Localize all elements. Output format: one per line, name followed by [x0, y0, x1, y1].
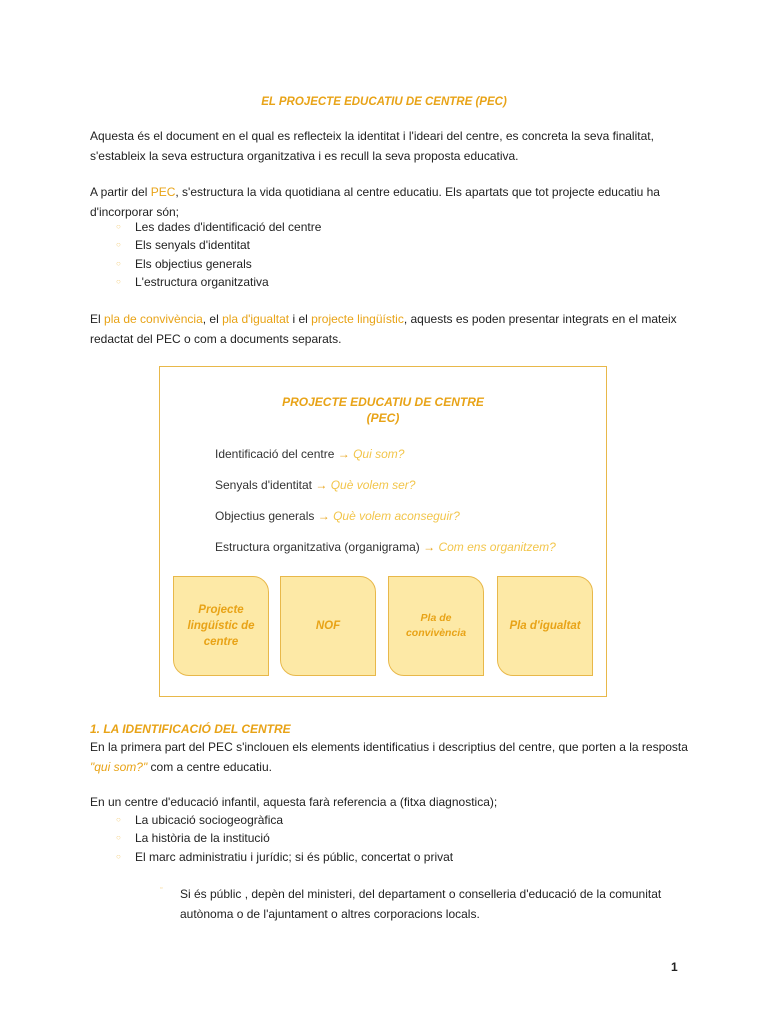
pec-text-after: , s'estructura la vida quotidiana al centre educatiu. Els apartats que tot projecte educatiu ha d'incorporar són;	[90, 185, 660, 219]
qui-som-quote: "qui som?"	[90, 759, 148, 774]
circle-bullet-icon: ○	[116, 815, 121, 824]
list-item: ○ La ubicació sociogeogràfica	[116, 811, 453, 829]
right-arrow-icon: →	[315, 478, 328, 492]
page-number: 1	[671, 960, 678, 974]
card-projecte-linguistic: Projecte lingüístic de centre	[173, 576, 269, 676]
diagram-title: PROJECTE EDUCATIU DE CENTRE (PEC)	[282, 395, 484, 425]
circle-bullet-icon: ○	[116, 258, 121, 268]
card-pla-convivencia: Pla de convivència	[388, 576, 484, 676]
square-bullet-icon: ▫	[160, 885, 163, 892]
public-subpoint: Si és públic , depèn del ministeri, del departament o conselleria d'educació de la comunitat autònoma o de l'ajuntament o altres corporacions locals.	[180, 887, 662, 921]
pec-paragraph	[90, 183, 690, 222]
pla-convivencia-link[interactable]: pla de convivència	[104, 312, 203, 326]
diagram-row: Senyals d'identitat → Què volem ser?	[215, 478, 416, 492]
pla-igualtat-link[interactable]: pla d'igualtat	[222, 312, 290, 326]
diagram-row: Identificació del centre → Qui som?	[215, 447, 405, 461]
list-item: ○ El marc administratiu i jurídic; si és públic, concertat o privat	[116, 848, 453, 866]
plans-paragraph: El pla de convivència, el pla d'igualtat i el projecte lingüístic, aquests es poden presentar integrats en el mateix redactat del PEC o com a documents separats.	[90, 312, 677, 346]
card-nof: NOF	[280, 576, 376, 676]
circle-bullet-icon: ○	[116, 222, 121, 231]
circle-bullet-icon: ○	[116, 276, 121, 286]
document-title: EL PROJECTE EDUCATIU DE CENTRE (PEC)	[261, 96, 507, 108]
infantil-paragraph: En un centre d'educació infantil, aquesta farà referencia a (fitxa diagnostica);	[90, 795, 498, 809]
pec-link[interactable]: PEC	[150, 185, 176, 199]
card-pla-igualtat: Pla d'igualtat	[497, 576, 593, 676]
section-heading: 1. LA IDENTIFICACIÓ DEL CENTRE	[90, 722, 291, 736]
right-arrow-icon: →	[317, 509, 330, 523]
projecte-linguistic-link[interactable]: projecte lingüístic	[311, 312, 404, 326]
list-item: ○ Els senyals d'identitat	[116, 236, 321, 254]
list-item: ○ La història de la institució	[116, 829, 453, 847]
list-item: ○ Les dades d'identificació del centre	[116, 218, 321, 236]
pec-diagram	[159, 366, 607, 697]
section-paragraph: En la primera part del PEC s'inclouen els elements identificatius i descriptius del centre, que porten a la resposta "qui som?" com a centre educatiu.	[90, 740, 688, 774]
right-arrow-icon: →	[423, 540, 436, 554]
circle-bullet-icon: ○	[116, 833, 121, 843]
diagram-row: Estructura organitzativa (organigrama) → Com ens organitzem?	[215, 540, 556, 554]
diagram-row: Objectius generals → Què volem aconseguir?	[215, 509, 460, 523]
list-item: ○ L'estructura organitzativa	[116, 273, 321, 291]
circle-bullet-icon: ○	[116, 851, 121, 861]
circle-bullet-icon: ○	[116, 240, 121, 250]
identification-list	[116, 811, 453, 866]
list-item: ○ Els objectius generals	[116, 255, 321, 273]
right-arrow-icon: →	[337, 447, 350, 461]
pec-text-before: A partir del	[90, 185, 151, 199]
intro-paragraph: Aquesta és el document en el qual es reflecteix la identitat i l'ideari del centre, es concreta la seva finalitat, s'estableix la seva estructura organitzativa i es recull la seva proposta educativa.	[90, 129, 654, 163]
sections-list	[116, 218, 321, 291]
